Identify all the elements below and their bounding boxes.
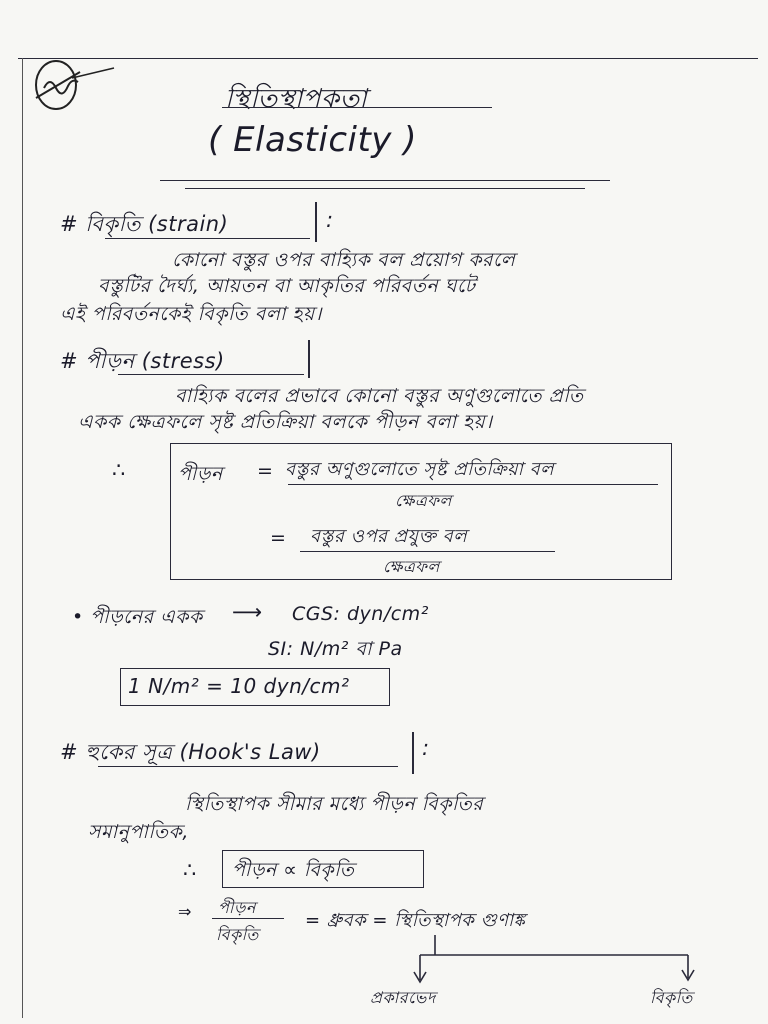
hooke-line-1: স্থিতিস্থাপক সীমার মধ্যে পীড়ন বিকৃতির	[185, 793, 484, 815]
title-english: ( Elasticity )	[208, 120, 417, 160]
strain-colon: :	[326, 208, 334, 232]
hooke-ratio-den: বিকৃতি	[216, 925, 259, 944]
title-bengali: স্থিতিস্থাপকতা	[225, 84, 368, 114]
units-label: • পীড়নের একক	[72, 606, 203, 628]
units-si: SI: N/m² বা Pa	[268, 638, 403, 660]
stress-line-1: বাহ্যিক বলের প্রভাবে কোনো বস্তুর অণুগুলোতে প্রতি	[175, 385, 584, 407]
stress-formula-den-1: ক্ষেত্রফল	[395, 491, 452, 510]
hooke-equation: = ধ্রুবক = স্থিতিস্থাপক গুণাঙ্ক	[305, 910, 526, 931]
strain-line-1: কোনো বস্তুর ওপর বাহ্যিক বল প্রয়োগ করলে	[172, 249, 516, 271]
hooke-relation: পীড়ন ∝ বিকৃতি	[232, 859, 355, 881]
stress-formula-lhs: পীড়ন	[178, 463, 223, 485]
strain-line-3: এই পরিবর্তনকেই বিকৃতি বলা হয়।	[60, 303, 322, 325]
strain-line-2: বস্তুটির দৈর্ঘ্য, আয়তন বা আকৃতির পরিবর্তন ঘটে	[98, 275, 476, 297]
stress-formula-eq: =	[257, 460, 274, 482]
stress-heading: # পীড়ন (stress)	[60, 349, 225, 373]
strain-heading: # বিকৃতি (strain)	[60, 212, 229, 236]
hooke-branch-right: বিকৃতি	[650, 988, 693, 1007]
units-cgs: CGS: dyn/cm²	[292, 603, 429, 625]
stress-therefore: ∴	[112, 458, 126, 482]
hooke-therefore: ∴	[183, 858, 197, 882]
stress-line-2: একক ক্ষেত্রফলে সৃষ্ট প্রতিক্রিয়া বলকে পীড়ন বলা হয়।	[78, 411, 493, 433]
hooke-implies-arrow: ⇒	[178, 902, 192, 921]
stress-formula-num-2: বস্তুর ওপর প্রযুক্ত বল	[310, 526, 468, 547]
hooke-colon: :	[422, 736, 430, 760]
stress-formula-num-1: বস্তুর অণুগুলোতে সৃষ্ট প্রতিক্রিয়া বল	[285, 459, 555, 480]
stress-formula-eq-2: =	[270, 527, 287, 549]
hooke-ratio-num: পীড়ন	[218, 898, 256, 917]
hooke-heading: # হুকের সূত্র (Hook's Law)	[60, 740, 321, 764]
units-arrow: ⟶	[232, 600, 263, 624]
stress-formula-den-2: ক্ষেত্রফল	[383, 557, 440, 576]
hooke-line-2: সমানুপাতিক,	[88, 821, 189, 843]
units-conversion: 1 N/m² = 10 dyn/cm²	[128, 674, 350, 698]
hooke-branch-left: প্রকারভেদ	[370, 988, 436, 1007]
